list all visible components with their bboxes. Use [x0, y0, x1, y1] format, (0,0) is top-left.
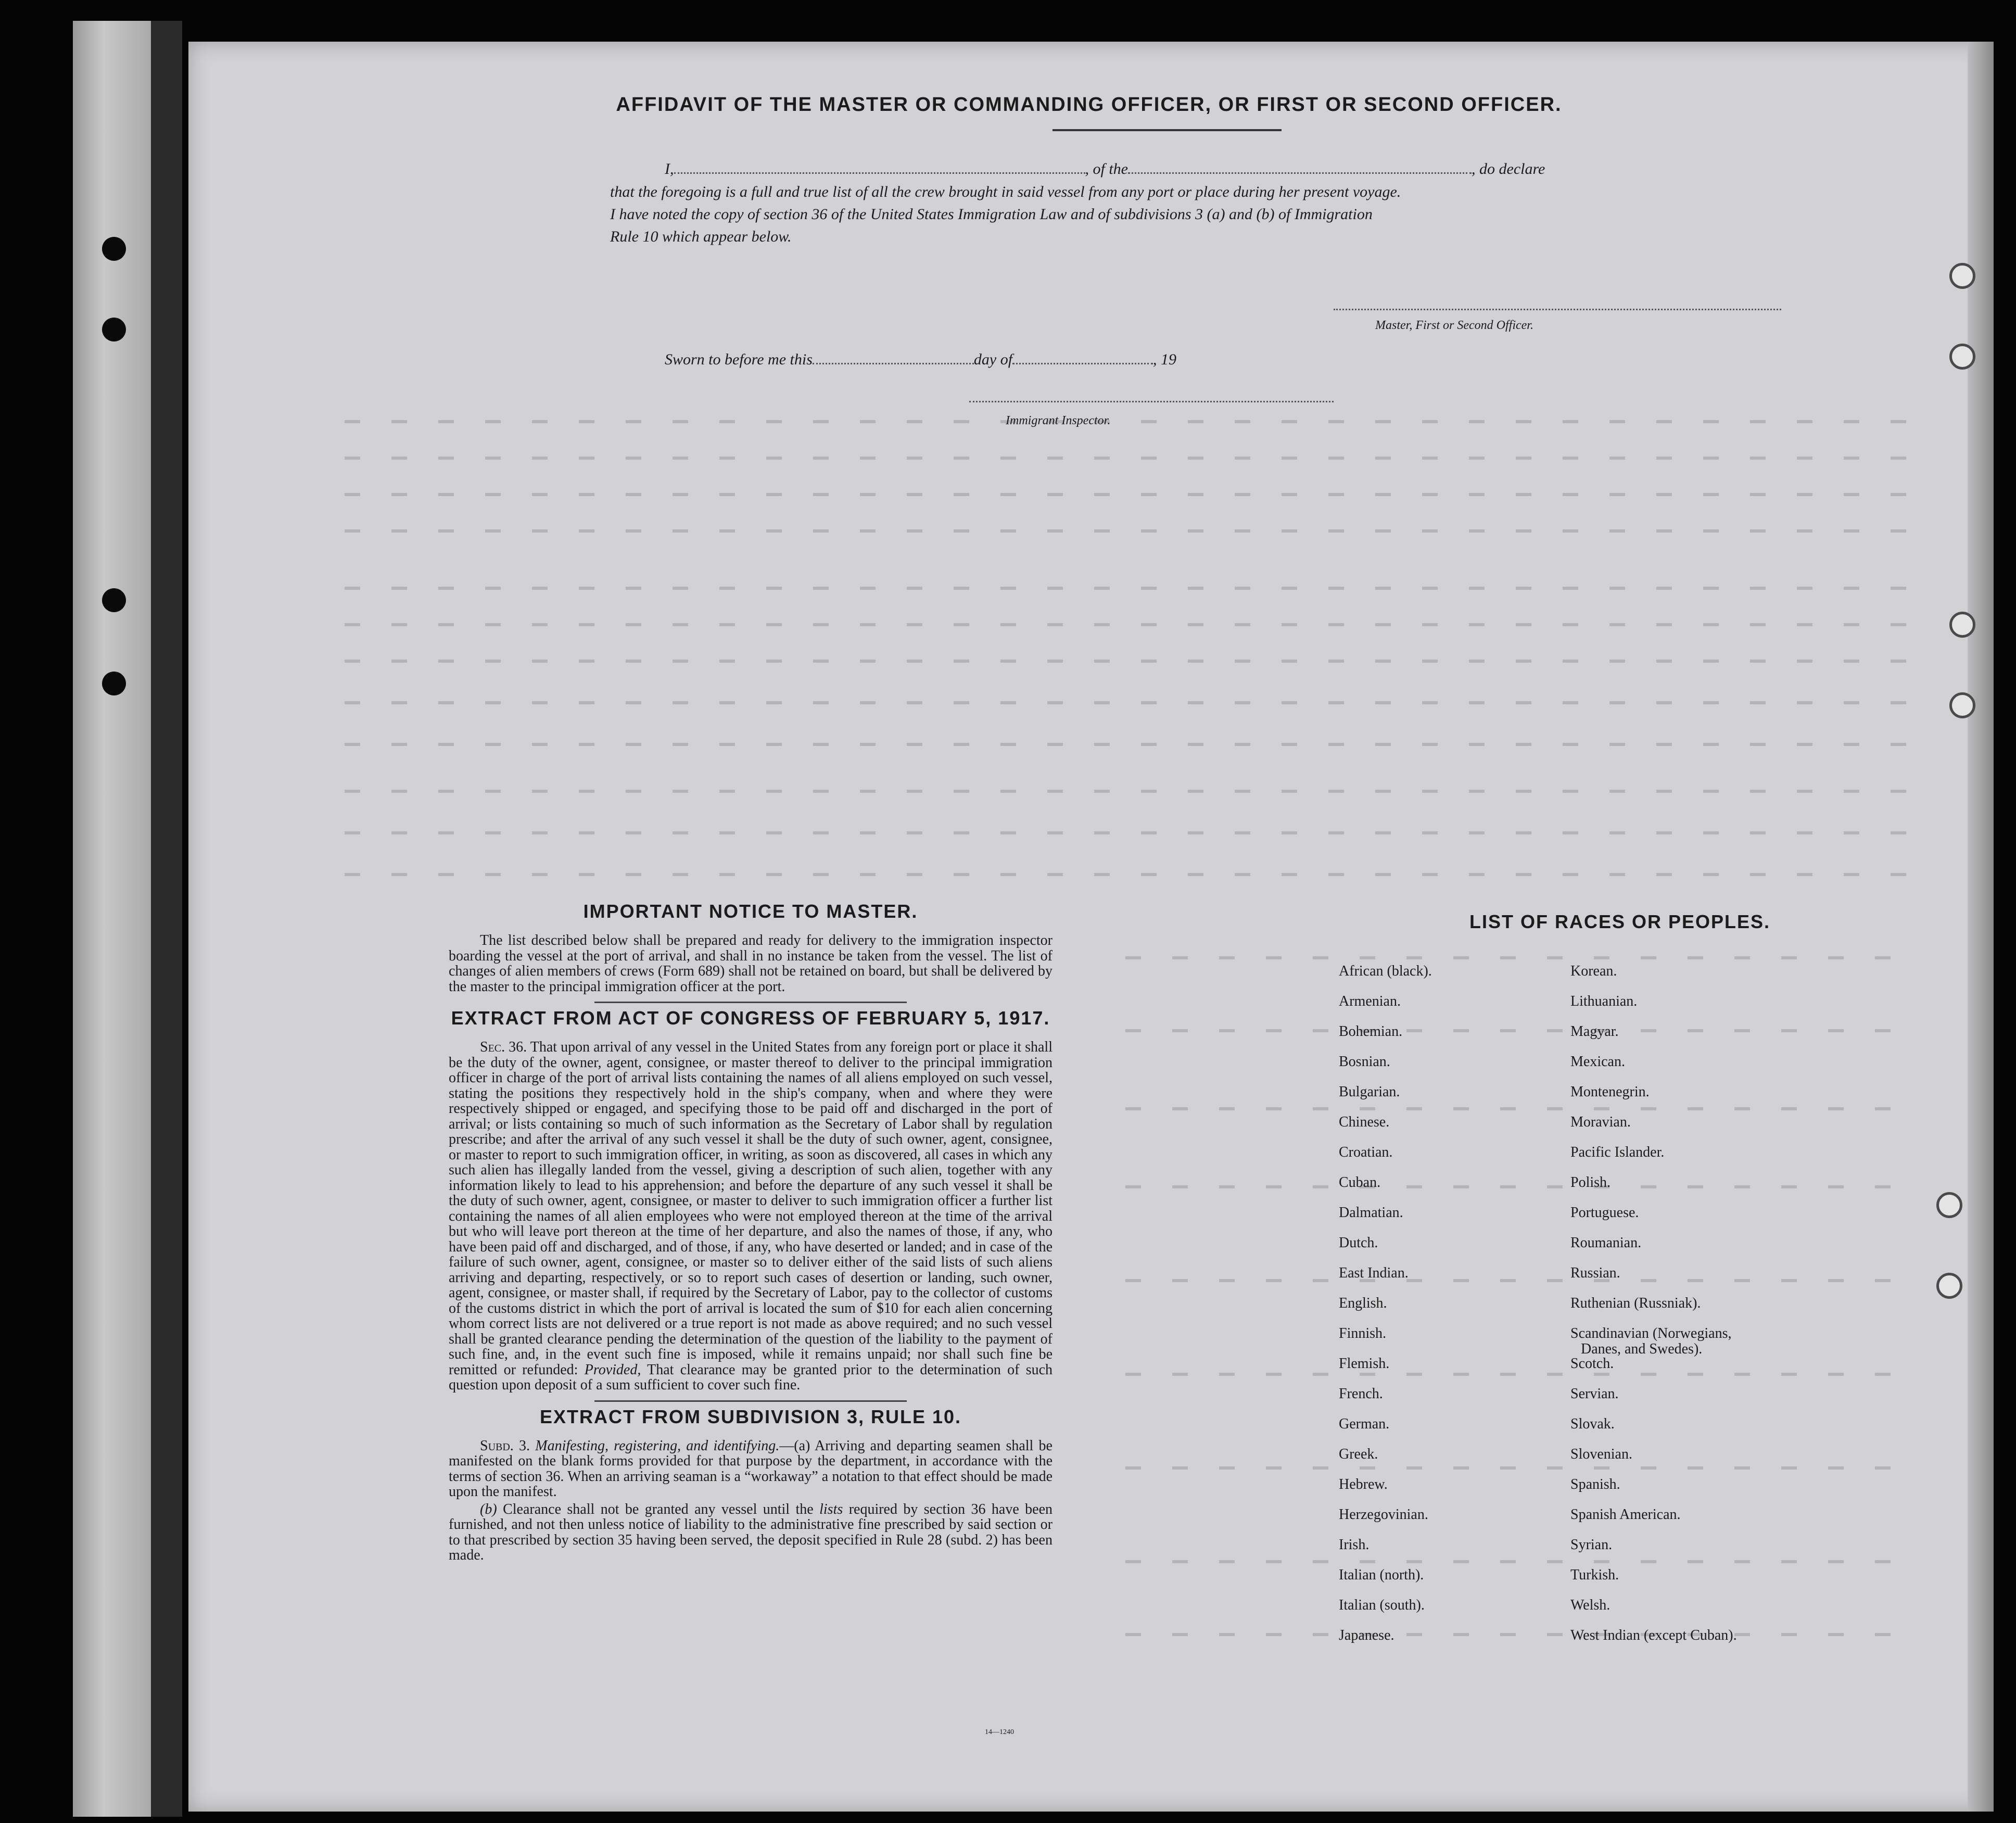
- sworn-line: [665, 351, 1176, 369]
- race-item: Spanish.: [1570, 1476, 1620, 1492]
- affidavit-line-2: that the foregoing is a full and true list of all the crew brought in said vessel from any port or place during her present voyage.: [610, 183, 1401, 200]
- race-item: Croatian.: [1339, 1144, 1393, 1160]
- sworn-text: Sworn to before me this: [665, 351, 813, 368]
- rule-heading: Manifesting, registering, and identifying.: [535, 1437, 780, 1454]
- rule-b-text-2: required by section 36 have been furnished, and not then unless notice of liability to the administrative fine prescribed by said section or to that prescribed by section 35 having been served, the deposit specified in Rule 28 (subd. 2) has been made.: [449, 1501, 1053, 1563]
- race-item: African (black).: [1339, 963, 1432, 979]
- binding-hole: [102, 588, 126, 612]
- race-item: Bulgarian.: [1339, 1084, 1400, 1100]
- rule-subd-label: Subd. 3.: [480, 1437, 530, 1454]
- race-item: English.: [1339, 1295, 1387, 1311]
- act-text: [449, 1040, 1053, 1393]
- page-right-edge: [1968, 42, 1994, 1812]
- race-item: Magyar.: [1570, 1023, 1619, 1040]
- race-item: Herzegovinian.: [1339, 1506, 1428, 1523]
- registration-hole: [1949, 263, 1975, 289]
- race-item: Japanese.: [1339, 1627, 1394, 1643]
- divider: [594, 1002, 907, 1003]
- left-binding-strip: [73, 21, 153, 1817]
- manifest-page: [188, 42, 1989, 1812]
- race-item: Spanish American.: [1570, 1506, 1681, 1523]
- race-item: Scotch.: [1570, 1356, 1614, 1372]
- race-item: Dutch.: [1339, 1235, 1378, 1251]
- race-item: Bosnian.: [1339, 1054, 1390, 1070]
- race-item: Syrian.: [1570, 1537, 1613, 1553]
- affidavit-line-1: [665, 160, 1799, 178]
- affidavit-line-4: Rule 10 which appear below.: [610, 228, 792, 245]
- race-item: West Indian (except Cuban).: [1570, 1627, 1737, 1643]
- binding-shadow: [151, 21, 182, 1817]
- registration-hole: [1949, 612, 1975, 638]
- act-body: That upon arrival of any vessel in the United States from any foreign port or place it shall be the duty of the owner, agent, consignee, or master thereof to deliver to the principal immigration officer in charge of the port of arrival lists containing the names of all aliens employed on such vessel, stating the positions they respectively hold in the ship's company, when and where they were respectively shipped or engaged, and specifying those to be paid off and discharged in the port of arrival; or lists containing so much of such information as the Secretary of Labor shall by regulation prescribe; and after the arrival of any such vessel it shall be the duty of such owner, agent, consignee, or master to report to such immigration officer, in writing, as soon as discovered, all cases in which any such alien has illegally landed from the vessel, giving a description of such alien, together with any information likely to lead to his apprehension; and before the departure of any such vessel it shall be the duty of such owner, agent, consignee, or master to deliver to such immigration officer a further list containing the names of all alien employees who were not employed thereon at the time of the arrival but who will leave port thereon at the time of her departure, and also the names of those, if any, who have been paid off and discharged, and of those, if any, who have deserted or landed; and in case of the failure of such owner, agent, consignee, or master so to deliver either of the said lists of such aliens arriving and departing, respectively, or so to report such cases of desertion or landing, such owner, agent, consignee, or master shall, if required by the Secretary of Labor, pay to the collector of customs of the customs district in which the port of arrival is located the sum of $10 for each alien concerning whom correct lists are not delivered or a true report is not made as above required; and no such vessel shall be granted clearance pending the determination of the question of the liability to the payment of such fine, and, in the event such fine is imposed, while it remains unpaid; nor shall such fine be remitted or refunded:: [449, 1039, 1053, 1378]
- rule-a-text: Arriving and departing seamen shall be manifested on the blank forms provided for that purpose by the department, in accordance with the terms of section 36. When an arriving seaman is a “workaway” a notation to that effect should be made upon the manifest.: [449, 1437, 1053, 1500]
- race-item: Korean.: [1570, 963, 1617, 979]
- race-item: Danes, and Swedes).: [1581, 1341, 1703, 1357]
- form-number: 14—1240: [985, 1728, 1014, 1736]
- race-item: Hebrew.: [1339, 1476, 1388, 1492]
- race-item: Servian.: [1570, 1386, 1619, 1402]
- race-item: German.: [1339, 1416, 1390, 1432]
- race-item: Armenian.: [1339, 993, 1401, 1009]
- rule-subd-b: [449, 1502, 1053, 1563]
- title-rule: [1053, 129, 1282, 131]
- rule-b-label: (b): [480, 1501, 497, 1517]
- binding-hole: [102, 237, 126, 261]
- inspector-label: Immigrant Inspector.: [1006, 414, 1111, 427]
- affidavit-title: AFFIDAVIT OF THE MASTER OR COMMANDING OFFICER, OR FIRST OR SECOND OFFICER.: [616, 94, 1562, 116]
- affidavit-line-3: I have noted the copy of section 36 of the United States Immigration Law and of subdivisions 3 (a) and (b) of Immigration: [610, 206, 1373, 223]
- race-item: Cuban.: [1339, 1174, 1381, 1191]
- race-item: Welsh.: [1570, 1597, 1611, 1613]
- race-item: Russian.: [1570, 1265, 1620, 1281]
- races-title: LIST OF RACES OR PEOPLES.: [1469, 911, 1771, 932]
- race-item: Greek.: [1339, 1446, 1378, 1462]
- notice-title: IMPORTANT NOTICE TO MASTER.: [583, 901, 918, 922]
- binding-hole: [102, 318, 126, 341]
- rule-title: EXTRACT FROM SUBDIVISION 3, RULE 10.: [539, 1406, 962, 1427]
- registration-hole: [1936, 1192, 1962, 1218]
- race-item: Italian (north).: [1339, 1567, 1424, 1583]
- race-item: Finnish.: [1339, 1325, 1387, 1341]
- act-title: EXTRACT FROM ACT OF CONGRESS OF FEBRUARY 5, 1917.: [451, 1007, 1050, 1029]
- race-item: Slovak.: [1570, 1416, 1615, 1432]
- race-item: French.: [1339, 1386, 1383, 1402]
- rule-a-label: —(a): [779, 1437, 810, 1454]
- race-item: Scandinavian (Norwegians,: [1570, 1325, 1732, 1341]
- rule-b-text-1: Clearance shall not be granted any vessel until the: [503, 1501, 814, 1517]
- day-blank: [813, 363, 974, 364]
- race-item: Lithuanian.: [1570, 993, 1638, 1009]
- race-item: Montenegrin.: [1570, 1084, 1650, 1100]
- act-provided: Provided,: [584, 1361, 641, 1378]
- divider: [594, 1400, 907, 1402]
- month-blank: [1012, 363, 1153, 364]
- affidavit-i: I,: [665, 160, 674, 178]
- notice-column: [449, 901, 1053, 1563]
- race-item: Ruthenian (Russniak).: [1570, 1295, 1701, 1311]
- rule-subd-a: [449, 1438, 1053, 1500]
- inspector-signature-line: [969, 401, 1334, 402]
- affidavit-declare: , do declare: [1472, 160, 1545, 178]
- name-blank: [674, 172, 1085, 174]
- race-item: Turkish.: [1570, 1567, 1619, 1583]
- race-item: Polish.: [1570, 1174, 1611, 1191]
- race-item: Mexican.: [1570, 1054, 1625, 1070]
- registration-hole: [1949, 344, 1975, 370]
- vessel-blank: [1128, 172, 1472, 174]
- act-sec-label: Sec. 36.: [480, 1039, 527, 1055]
- master-signature-label: Master, First or Second Officer.: [1375, 319, 1533, 332]
- race-item: Flemish.: [1339, 1356, 1390, 1372]
- race-item: Italian (south).: [1339, 1597, 1425, 1613]
- notice-text: The list described below shall be prepared and ready for delivery to the immigration inspector boarding the vessel at the port of arrival, and shall in no instance be taken from the vessel. The list of changes of alien members of crews (Form 689) shall not be retained on board, but shall be delivered by the master to the principal immigration officer at the port.: [449, 932, 1053, 995]
- binding-hole: [102, 672, 126, 695]
- race-item: Dalmatian.: [1339, 1205, 1403, 1221]
- race-item: Portuguese.: [1570, 1205, 1639, 1221]
- race-item: East Indian.: [1339, 1265, 1409, 1281]
- race-item: Chinese.: [1339, 1114, 1390, 1130]
- year-text: , 19: [1153, 351, 1177, 368]
- act-body-end: That clearance may be granted prior to the determination of such question upon deposit of a sum sufficient to cover such fine.: [449, 1361, 1053, 1393]
- race-item: Roumanian.: [1570, 1235, 1642, 1251]
- race-item: Irish.: [1339, 1537, 1370, 1553]
- master-signature-line: [1334, 307, 1781, 310]
- race-item: Slovenian.: [1570, 1446, 1632, 1462]
- race-item: Bohemian.: [1339, 1023, 1403, 1040]
- rule-b-lists: lists: [819, 1501, 843, 1517]
- affidavit-of-the: , of the: [1085, 160, 1128, 178]
- race-item: Pacific Islander.: [1570, 1144, 1665, 1160]
- registration-hole: [1936, 1273, 1962, 1299]
- day-of-text: day of: [973, 351, 1013, 368]
- race-item: Moravian.: [1570, 1114, 1631, 1130]
- registration-hole: [1949, 692, 1975, 718]
